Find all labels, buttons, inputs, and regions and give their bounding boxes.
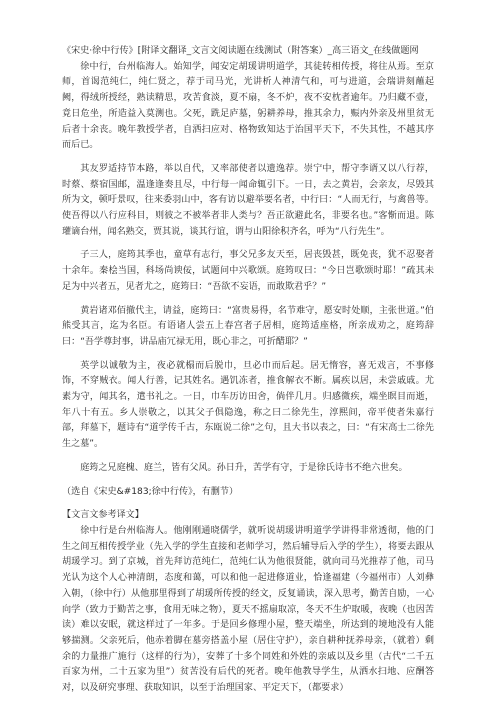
document-title-line: 《宋史·徐中行传》[附译文翻译_文言文阅读题在线测试（附答案）_高三语文_在线做题网: [62, 46, 419, 56]
body-paragraph-1: 徐中行，台州临海人。始知学，闻安定胡瑗讲明道学，其徒转相传授，将往从焉。至京师，首谒范纯仁，纯仁贤之，荐于司马光，光讲析人神清气和，可与进道，会瑞讲刻蘸起阙，得绒所授经，熟读精思，攻苦食淡，夏不扇，冬不炉，夜不安枕者逾年。乃归藏不壹，竟日危坐，所造益入莫测也。父死，跣足庐墓，躬耕养母，推其余力，赈内外亲及州里贫无后者十余丧。晚年教授学者，自洒扫应对、格物致知达于治国平天下，不失其性，不越其序而后已。: [62, 61, 434, 151]
source-citation: （选自《宋史&#183;徐中行传》，有删节）: [62, 486, 239, 497]
translation-paragraph: 徐中行是台州临海人。他刚刚通晓儒学，就听说胡瑗讲明道学学讲得非常透彻，他的门生之间互相传授学业（先入学的学生直接和老师学习，然后辅导后入学的学生），将要去跟从胡瑗学习。到了京城，首先拜访范纯仁，范纯仁认为他很贤能，就向司马光推荐了他，司马光认为这个人心神清朗，态度和蔼，可以和他一起进修道业，恰逢福建（今福州市）人刘彝入朝，（徐中行）从他那里得到了胡瑗所传授的经文，反复诵读，深入思考，勤苦自励，一心向学（致力于勤苦之事，食用无味之物），夏天不摇扇取凉，冬天不生炉取暖，夜晚（也因苦读）难以安眠，就这样过了一年多。于是回乡修理小屋，整天端坐，所达到的境地没有人能够揣测。父亲死后，他赤着脚在墓旁搭盖小屋（居住守护），亲自耕种抚养母亲，（就着）剩余的力量推广施行（这样的行为），安葬了十多个同姓和外姓的亲戚以及乡里（古代“二千五百家为州，二十五家为里”）贫苦没有后代的死者。晚年他教导学生，从洒水扫地、应酬答对，以及研究事理、获取知识，以至于治理国家、平定天下，（都要求）: [62, 525, 434, 694]
body-paragraph-2: 其友罗适持节本路，举以自代，又率部使者以遗逸荐。崇宁中，帮守李谞又以八行荐，时蔡、蔡宿国邮，温逢逢奏且尽，中行每一闻命辄引下。一日，去之黄岩，会亲友，尽毁其所为文，顿吁景叹，往来委羽山中，客有访以避举要名者，中行曰：“人而无行，与禽兽等。使吾得以八行应科目，则彼之不被举者非人类与？吾正欲避此名，非要名也。”客惭而退。陈瓘谪台州，闻名熟交，贾其说，谈其行谊，谓与山阳徐积齐名，呼为“八行先生”。: [62, 163, 434, 237]
body-paragraph-5: 英学以诚敬为主，夜必就榻而后脱巾，旦必巾而后起。居无惰容，喜无戏言，不事修饰，不穿贼衣。闻人行善，记其姓名。遇饥冻者，推食解衣不断。属疾以居，未尝戚戚。尤素为守，闻其名，遣书礼之。一日，巾车历访田舍，倘伴几月。归感微疾，端坐瞑目而逝，年八十有五。乡人崇敬之，以其父子俱隐逸，称之曰二徐先生，淳熙间，帝平使者朱嘉行部，拜墓下，题诗有“道学传千古，东瓯说二徐”之句，且大书以表之，曰：“有宋高士二徐先生之墓”。: [62, 360, 434, 450]
body-paragraph-3: 子三人，庭筠其季也，童草有志行，事父兄多友天至，居丧毁甚，既免丧，犹不忍娶者十余年。秦桧当国，科场尚谀佞，试题问中兴歌颂。庭筠叹曰：“今日岂歌颂时耶！”疏其未足为中兴者五，见者尤之，庭筠曰：“吾欲不妄语，而敢欺君乎？”: [62, 250, 434, 292]
translation-heading: 【文言文参考译文】: [62, 510, 144, 521]
body-paragraph-4: 黄岩诸邓佰撤代主，请益，庭筠曰：“富贵易得，名节难守，愿安时处顺，主张世道。”伯熊受其言，迄为名臣。有语诸人尝五上春宫者子居相，庭筠适座格，所亲成劝之，庭筠辞曰：“吾学尊封事，讲品庙冗禄无用，既心非之，可折醋耶？”: [62, 305, 434, 347]
body-paragraph-6: 庭筠之兄庭槐、庭兰，皆有父风。孙日升，苦学有守，于是徐氏诗书不绝六世矣。: [80, 462, 408, 473]
